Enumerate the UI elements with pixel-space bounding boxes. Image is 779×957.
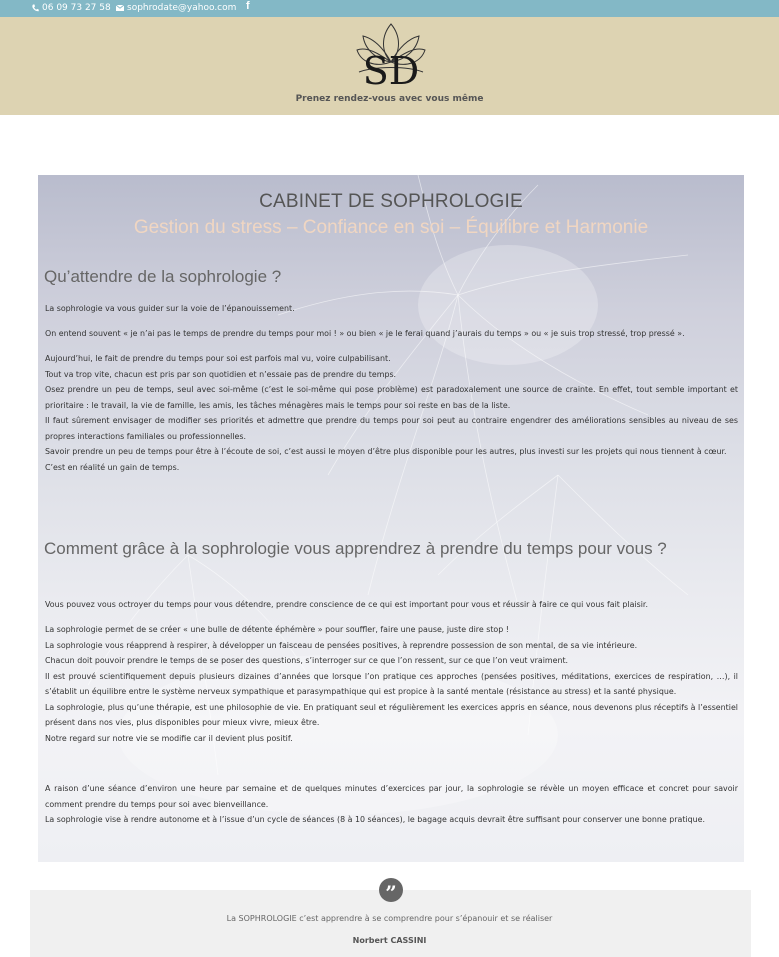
- section1-paragraph-2: On entend souvent « je n’ai pas le temps de prendre du temps pour moi ! » ou bien « je le ferai quand j’aurais du temps » ou « je suis trop stressé, trop pressé ».: [45, 329, 685, 338]
- quote-icon: ”: [379, 878, 403, 902]
- section1-heading: Qu’attendre de la sophrologie ?: [44, 267, 282, 286]
- section1-paragraph-1: La sophrologie va vous guider sur la voie de l’épanouissement.: [45, 304, 295, 313]
- testimonial-author: Norbert CASSINI: [352, 936, 427, 945]
- text-line: Il faut sûrement envisager de modifier ses priorités et admettre que prendre du temps pour soi peut au contraire engendrer des améliorations sensibles au niveau de ses propres interactions familiales ou professionnelles.: [45, 416, 738, 441]
- text-line: La sophrologie, plus qu’une thérapie, est une philosophie de vie. En pratiquant seul et régulièrement les exercices appris en séance, nous devenons plus réceptifs à l’essentiel présent dans nos vies, plus disponibles pour mieux vivre, mieux être.: [45, 702, 738, 727]
- top-bar: [0, 0, 779, 17]
- text-line: C’est en réalité un gain de temps.: [45, 462, 180, 472]
- page-subtitle: Gestion du stress – Confiance en soi – Équilibre et Harmonie: [133, 217, 649, 238]
- phone-icon: [32, 4, 39, 12]
- email-text: sophrodate@yahoo.com: [127, 3, 237, 13]
- phone-text: 06 09 73 27 58: [42, 3, 111, 13]
- testimonial-quote: La SOPHROLOGIE c’est apprendre à se comprendre pour s’épanouir et se réaliser: [226, 914, 553, 923]
- site-logo[interactable]: [351, 22, 431, 94]
- section2-heading: Comment grâce à la sophrologie vous apprendrez à prendre du temps pour vous ?: [44, 539, 667, 558]
- facebook-icon[interactable]: f: [246, 0, 250, 12]
- text-line: La sophrologie permet de se créer « une bulle de détente éphémère » pour souffler, faire une pause, juste dire stop !: [45, 625, 509, 634]
- header-tagline: Prenez rendez-vous avec vous même: [295, 94, 484, 104]
- text-line: Il est prouvé scientifiquement depuis plusieurs dizaines d’années que lorsque l’on pratique ces approches (pensées positives, méditations, exercices de respiration, …), il s’établit un équilibre entre le système nerveux sympathique et parasympathique qui est propice à la santé mentale (résistance au stress) et la santé physique.: [45, 671, 738, 696]
- section2-paragraph-3: [45, 781, 738, 828]
- email-link[interactable]: [116, 3, 236, 14]
- page-title: CABINET DE SOPHROLOGIE: [259, 191, 523, 212]
- text-line: La sophrologie vous réapprend à respirer, à développer un faisceau de pensées positives, à reprendre possession de son mental, de sa vie intérieure.: [45, 640, 638, 650]
- text-line: Chacun doit pouvoir prendre le temps de se poser des questions, s’interroger sur ce que l’on ressent, sur ce que l’on veut vraiment.: [45, 656, 569, 665]
- text-line: Aujourd’hui, le fait de prendre du temps pour soi est parfois mal vu, voire culpabilisant.: [45, 354, 391, 363]
- text-line: Tout va trop vite, chacun est pris par son quotidien et n’essaie pas de prendre du temps.: [45, 369, 397, 379]
- text-line: A raison d’une séance d’environ une heure par semaine et de quelques minutes d’exercices par jour, la sophrologie se révèle un moyen efficace et concret pour savoir comment prendre du temps pour soi avec bienveillance.: [45, 784, 738, 809]
- text-line: Osez prendre un peu de temps, seul avec soi-même (c’est le soi-même qui pose problème) est paradoxalement une source de crainte. En effet, tout semble important et prioritaire : le travail, la vie de famille, les amis, les tâches ménagères mais le temps pour soi reste en bas de la liste.: [45, 385, 738, 410]
- text-line: La sophrologie vise à rendre autonome et à l’issue d’un cycle de séances (8 à 10 séances), le bagage acquis devrait être suffisant pour conserver une bonne pratique.: [45, 815, 705, 824]
- phone-link[interactable]: [32, 3, 111, 14]
- section1-paragraph-3: [45, 351, 738, 475]
- text-line: Savoir prendre un peu de temps pour être à l’écoute de soi, c’est aussi le moyen d’être plus disponible pour les autres, plus investi sur les projets qui nous tiennent à cœur.: [45, 447, 727, 456]
- main-content: [38, 175, 744, 862]
- logo-monogram: SD: [362, 49, 420, 93]
- text-line: Notre regard sur notre vie se modifie car il devient plus positif.: [45, 733, 293, 743]
- envelope-icon: [116, 5, 124, 11]
- section2-paragraph-2: [45, 622, 738, 746]
- section2-paragraph-1: Vous pouvez vous octroyer du temps pour vous détendre, prendre conscience de ce qui est important pour vous et réussir à faire ce qui vous fait plaisir.: [45, 600, 648, 609]
